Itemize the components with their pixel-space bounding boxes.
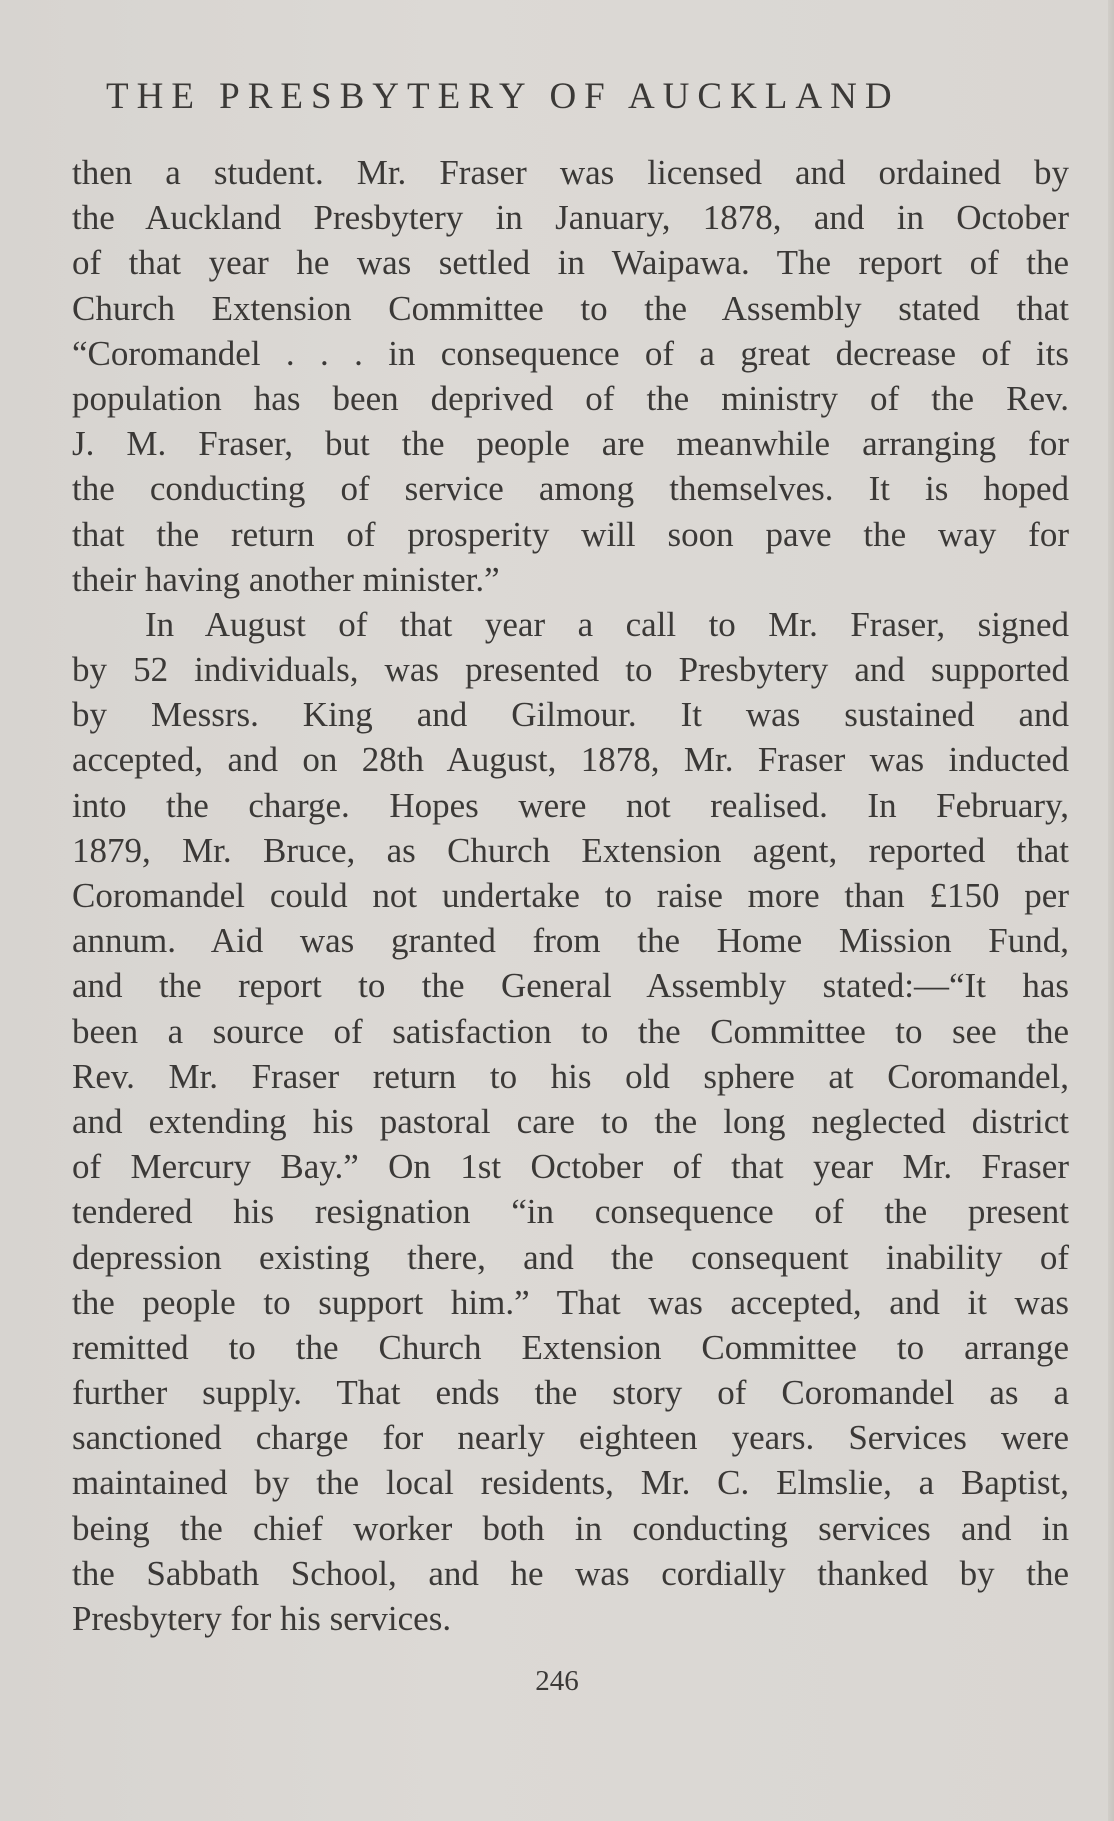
text-line: being the chief worker both in conducting services and in (72, 1508, 1069, 1548)
text-line: “Coromandel . . . in consequence of a great decrease of its (72, 333, 1069, 373)
text-line: J. M. Fraser, but the people are meanwhile arranging for (72, 424, 1069, 464)
text-line: maintained by the local residents, Mr. C. Elmslie, a Baptist, (72, 1463, 1069, 1503)
text-line: population has been deprived of the ministry of the Rev. (72, 378, 1069, 418)
text-line: the people to support him.” That was accepted, and it was (72, 1282, 1069, 1322)
text-line: remitted to the Church Extension Committee to arrange (72, 1327, 1069, 1367)
text-line: and the report to the General Assembly stated:—“It has (72, 966, 1069, 1006)
body-text (72, 150, 1069, 1641)
page-number: 246 (535, 1665, 579, 1697)
text-line: In August of that year a call to Mr. Fraser, signed (145, 604, 1069, 644)
page-edge (1108, 0, 1114, 1821)
text-line: of that year he was settled in Waipawa. The report of the (72, 243, 1069, 283)
text-line: sanctioned charge for nearly eighteen years. Services were (72, 1418, 1069, 1458)
text-line: by 52 individuals, was presented to Presbytery and supported (72, 650, 1069, 690)
text-line: Church Extension Committee to the Assembly stated that (72, 288, 1069, 328)
text-line: and extending his pastoral care to the long neglected district (72, 1101, 1069, 1141)
text-line: annum. Aid was granted from the Home Mission Fund, (72, 921, 1069, 961)
text-line: tendered his resignation “in consequence of the present (72, 1192, 1069, 1232)
text-line: the conducting of service among themselves. It is hoped (72, 469, 1069, 509)
text-line: that the return of prosperity will soon pave the way for (72, 514, 1069, 554)
text-line: the Sabbath School, and he was cordially thanked by the (72, 1553, 1069, 1593)
running-head: THE PRESBYTERY OF AUCKLAND (106, 76, 900, 117)
text-line: of Mercury Bay.” On 1st October of that year Mr. Fraser (72, 1147, 1069, 1187)
text-line: then a student. Mr. Fraser was licensed and ordained by (72, 153, 1069, 192)
text-line: the Auckland Presbytery in January, 1878, and in October (72, 198, 1069, 238)
text-line: further supply. That ends the story of Coromandel as a (72, 1373, 1069, 1413)
text-line: Coromandel could not undertake to raise more than £150 per (72, 876, 1069, 915)
text-line: depression existing there, and the consequent inability of (72, 1237, 1069, 1277)
text-line: their having another minister.” (72, 559, 500, 599)
text-line: been a source of satisfaction to the Committee to see the (72, 1011, 1069, 1051)
text-line: into the charge. Hopes were not realised. In February, (72, 785, 1069, 825)
text-line: by Messrs. King and Gilmour. It was sustained and (72, 695, 1069, 735)
text-line: Rev. Mr. Fraser return to his old sphere at Coromandel, (72, 1056, 1069, 1096)
text-line: Presbytery for his services. (72, 1599, 452, 1638)
text-line: 1879, Mr. Bruce, as Church Extension agent, reported that (72, 830, 1069, 870)
text-line: accepted, and on 28th August, 1878, Mr. Fraser was inducted (72, 740, 1069, 780)
